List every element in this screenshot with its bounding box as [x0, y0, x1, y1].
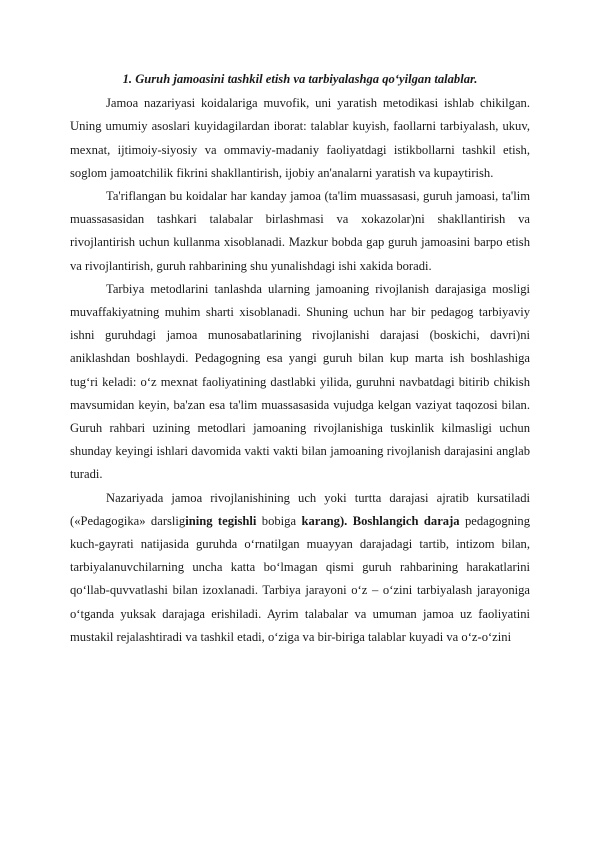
paragraph-4-text-b: bobiga — [256, 513, 302, 528]
paragraph-3: Tarbiya metodlarini tanlashda ularning jamoaning rivojlanish darajasiga mosligi muvaffakiyatning muhim sharti xisoblanadi. Shuning uchun har bir pedagog tarbiyaviy ishni guruhdagi jamoa munosabatlarining rivojlanishi darajasi (boskichi, davri)ni aniklashdan boshlaydi. Pedagogning esa yangi guruh bilan kup marta ish boshlashiga tug‘ri keladi: o‘z mexnat faoliyatining dastlabki yilida, guruhni navbatdagi bitirib chikish mavsumidan keyin, ba'zan esa ta'lim muassasasida vujudga kelgan vaziyat taqozosi bilan. Guruh rahbari uzining metodlari jamoaning rivojlanishiga tuskinlik kilmasligi uchun shunday keyingi ishlari davomida vakti vakti bilan jamoaning rivojlanish darajasini anglab turadi. — [70, 281, 530, 482]
paragraph-2: Ta'riflangan bu koidalar har kanday jamoa (ta'lim muassasasi, guruh jamoasi, ta'lim muassasasidan tashkari talabalar birlashmasi va xokazolar)ni shakllantirish va rivojlantirish uchun kullanma xisoblanadi. Mazkur bobda gap guruh jamoasini barpo etish va rivojlantirish, guruh rahbarining shu yunalishdagi ishi xakida boradi. — [70, 189, 530, 273]
section-heading: 1. Guruh jamoasini tashkil etish va tarbiyalashga qo‘yilgan talablar. — [122, 72, 478, 86]
paragraph-4-bold-b: karang — [301, 513, 340, 528]
paragraph-4-bold-a: ining tegishli — [185, 513, 257, 528]
paragraph-1: Jamoa nazariyasi koidalariga muvofik, uni yaratish metodikasi ishlab chikilgan. Uning umumiy asoslari kuyidagilardan iborat: talablar kuyish, faollarni tarbiyalash, ukuv, mexnat, ijtimoiy-siyosiy va ommaviy-madaniy faoliyatdagi istikbollarni tashkil etish, soglom jamoatchilik fikrini shakllantirish, ijobiy an'analarni yaratish va kupaytirish. — [70, 96, 530, 180]
paragraph-4 — [70, 487, 530, 649]
paragraph-4-text-a: Nazariyada jamoa rivojlanishining uch yoki turtta darajasi ajratib kursatiladi («Pedagogika» darslig — [70, 490, 530, 528]
paragraph-4-text-c: ). Boshlangich — [339, 513, 424, 528]
paragraph-4-text-d: pedagogning kuch-gayrati natijasida guruhda o‘rnatilgan muayyan darajadagi tartib, intizom bilan, tarbiyalanuvchilarning uncha katta bo‘lmagan qismi guruh rahbarining harakatlarini qo‘llab-quvvatlashi bilan izoxlanadi. Tarbiya jarayoni o‘z – o‘zini tarbiyalash jarayoniga o‘tganda yuksak darajaga erishiladi. Ayrim talabalar va umuman jamoa uz faoliyatini mustakil rejalashtiradi va tashkil etadi, o‘ziga va bir-biriga talablar kuyadi va o‘z-o‘zini — [70, 513, 531, 644]
paragraph-4-bold-c: daraja — [423, 513, 460, 528]
document-page — [70, 68, 530, 649]
